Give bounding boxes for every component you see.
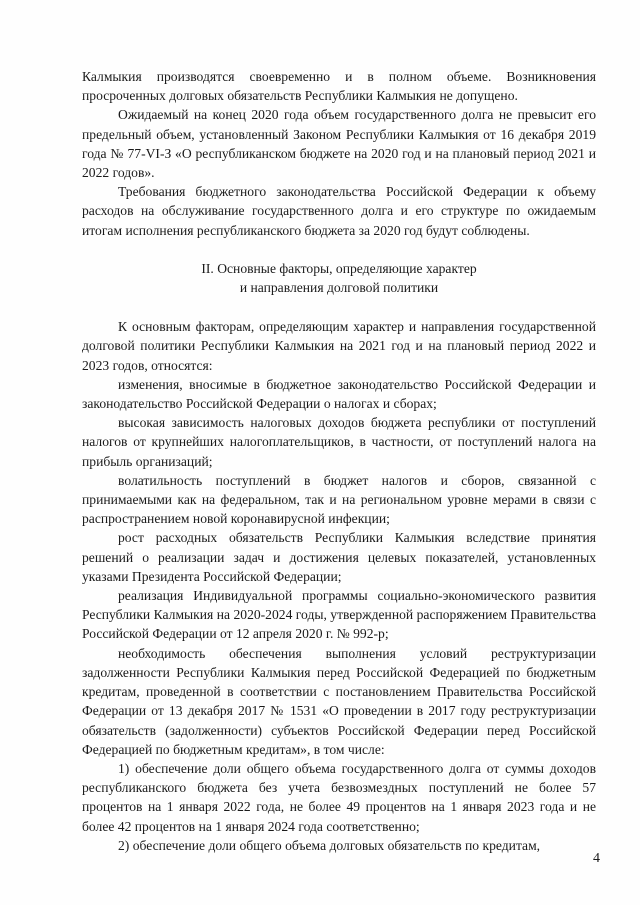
paragraph-expected-debt: Ожидаемый на конец 2020 года объем государственного долга не превысит его предельный объем, установленный Законом Республики Калмыкия от 16 декабря 2019 года № 77-VI-З «О республиканском бюджете на 2020 год и на плановый период 2021 и 2022 годов». xyxy=(82,107,596,181)
paragraph-item-2: 2) обеспечение доли общего объема долговых обязательств по кредитам, xyxy=(118,837,541,853)
section-heading-line-2: и направления долговой политики xyxy=(239,280,439,296)
paragraph-factor-volatility: волатильность поступлений в бюджет налогов и сборов, связанной с принимаемыми как на федеральном, так и на региональном уровне мерами в связи с распространением новой коронавирусной инфекции; xyxy=(82,472,596,527)
document-body xyxy=(82,67,596,855)
paragraph-factor-legislation: изменения, вносимые в бюджетное законодательство Российской Федерации и законодательство Российской Федерации о налогах и сборах; xyxy=(82,376,596,412)
paragraph-budget-requirements: Требования бюджетного законодательства Российской Федерации к объему расходов на обслуживание государственного долга и его структуре по ожидаемым итогам исполнения республиканского бюджета за 2020 год будут соблюдены. xyxy=(82,184,596,238)
paragraph-continuation: Калмыкия производятся своевременно и в полном объеме. Возникновения просроченных долговых обязательств Республики Калмыкия не допущено. xyxy=(82,69,596,104)
paragraph-factor-program: реализация Индивидуальной программы социально-экономического развития Республики Калмыкия на 2020-2024 годы, утвержденной распоряжением Правительства Российской Федерации от 12 апреля 2020 г. № 992-р; xyxy=(82,588,596,642)
paragraph-factors-intro: К основным факторам, определяющим характер и направления государственной долговой политики Республики Калмыкия на 2021 год и на плановый период 2022 и 2023 годов, относятся: xyxy=(82,319,596,373)
section-heading xyxy=(82,259,596,297)
section-heading-line-1: II. Основные факторы, определяющие характер xyxy=(201,260,477,276)
paragraph-factor-tax-dependency: высокая зависимость налоговых доходов бюджета республики от поступлений налогов от крупнейших налогоплательщиков, в частности, от поступлений налога на прибыль организаций; xyxy=(82,415,596,469)
page-number: 4 xyxy=(593,851,600,866)
paragraph-factor-expenditure-growth: рост расходных обязательств Республики Калмыкия вследствие принятия решений о реализации задач и достижения целевых показателей, установленных указами Президента Российской Федерации; xyxy=(82,530,596,584)
paragraph-item-1: 1) обеспечение доли общего объема государственного долга от суммы доходов республиканского бюджета без учета безвозмездных поступлений не более 57 процентов на 1 января 2022 года, не более 49 процентов на 1 января 2023 года и не более 42 процентов на 1 января 2024 года соответственно; xyxy=(82,760,596,834)
paragraph-factor-restructuring: необходимость обеспечения выполнения условий реструктуризации задолженности Республики Калмыкия перед Российской Федерацией по бюджетным кредитам, проведенной в соответствии с постановлением Правительства Российской Федерации от 13 декабря 2017 № 1531 «О проведении в 2017 году реструктуризации обязательств (задолженности) субъектов Российской Федерации перед Российской Федерацией по бюджетным кредитам», в том числе: xyxy=(82,645,596,757)
